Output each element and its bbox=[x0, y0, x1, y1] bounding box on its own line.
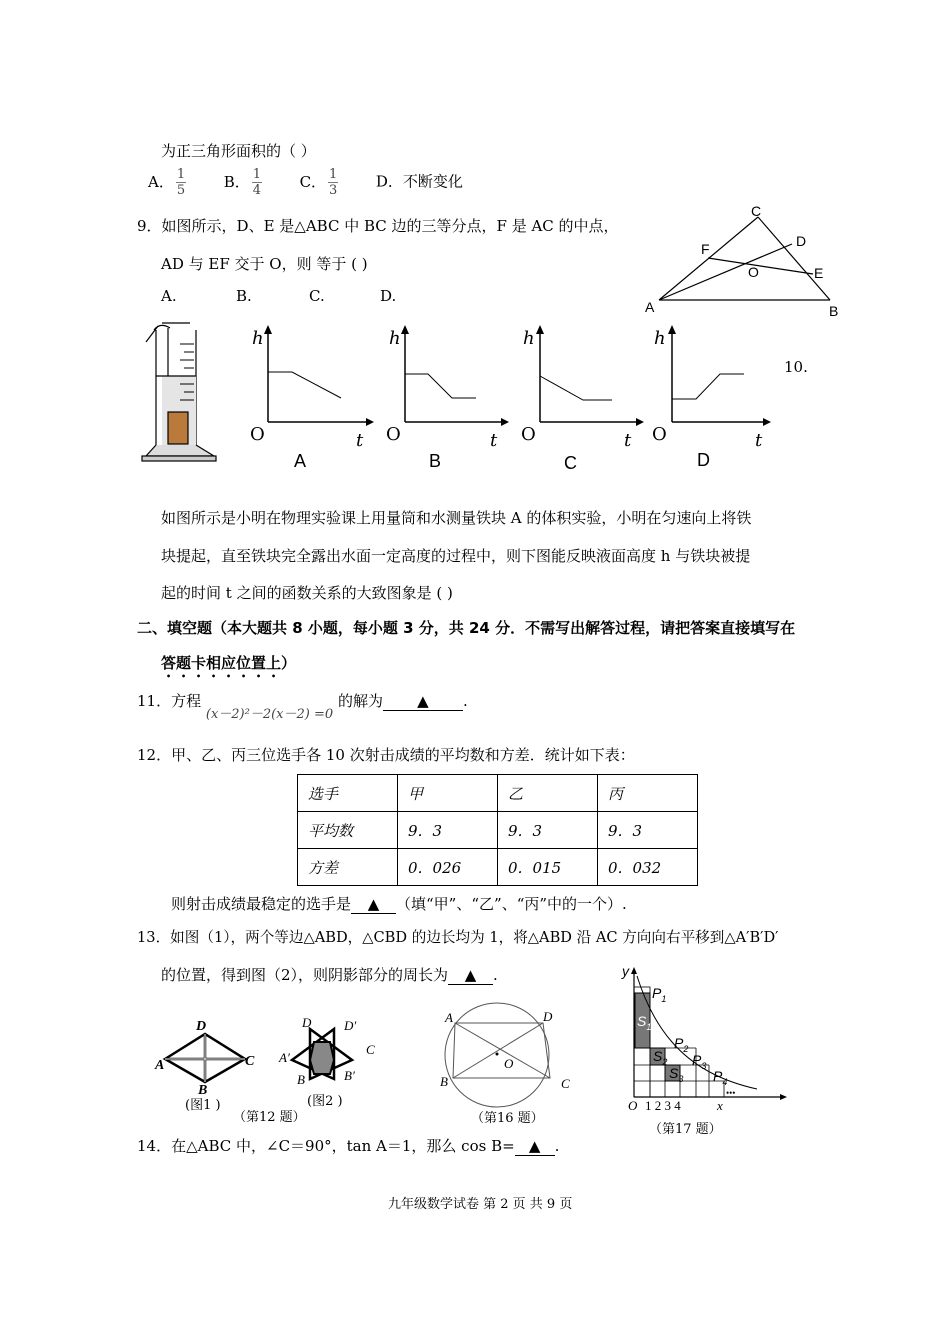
svg-text:P4: $P_4$ bbox=[713, 1068, 728, 1087]
q9-option-b: B. bbox=[236, 287, 252, 305]
svg-text:O: O bbox=[386, 424, 401, 445]
label-c: C bbox=[751, 203, 762, 219]
svg-text:h: h bbox=[523, 328, 535, 349]
q9-line1: 9．如图所示，D、E 是△ABC 中 BC 边的三等分点，F 是 AC 的中点， bbox=[137, 217, 619, 235]
q11-answer-blank: ▲ bbox=[383, 692, 463, 711]
table-cell: 选手 bbox=[298, 775, 398, 812]
q10-graph-a bbox=[240, 322, 375, 482]
svg-text:A: A bbox=[445, 1010, 453, 1025]
o-label: O bbox=[250, 424, 265, 445]
q12-answer-blank: ▲ bbox=[351, 895, 396, 914]
table-cell: 0．015 bbox=[498, 849, 598, 886]
q8-option-a: A． $\frac{1}{5}$ bbox=[148, 167, 186, 198]
svg-text:B: B bbox=[440, 1074, 448, 1089]
svg-text:•••: ••• bbox=[726, 1088, 736, 1098]
graph-letter: C bbox=[564, 453, 577, 473]
q13-line2: 的位置，得到图（2），则阴影部分的周长为 ▲ . bbox=[161, 966, 498, 984]
q13-figure1 bbox=[150, 1012, 265, 1117]
q11-line: 11．方程 (x－2)²－2(x－2) =0 的解为 ▲ . bbox=[137, 692, 468, 722]
label-b: B bbox=[829, 303, 839, 319]
q10-number: 10. bbox=[784, 358, 808, 376]
graph-letter: A bbox=[294, 451, 307, 471]
q10-graph-d bbox=[645, 322, 780, 482]
fig1-caption: (图1 ) bbox=[185, 1098, 221, 1113]
fig17-caption: （第17 题） bbox=[649, 1122, 722, 1137]
fig17-graph-figure bbox=[612, 962, 792, 1142]
svg-text:D: D bbox=[196, 1019, 207, 1034]
svg-text:O: O bbox=[504, 1056, 514, 1071]
q12-line1: 12．甲、乙、丙三位选手各 10 次射击成绩的平均数和方差．统计如下表： bbox=[137, 746, 635, 764]
svg-text:D: D bbox=[302, 1015, 312, 1030]
table-row bbox=[298, 849, 698, 886]
q11-equation: (x－2)²－2(x－2) =0 bbox=[205, 707, 334, 722]
table-cell: 甲 bbox=[398, 775, 498, 812]
svg-text:C: C bbox=[366, 1042, 375, 1057]
svg-text:h: h bbox=[389, 328, 401, 349]
section2-heading: 二、填空题（本大题共 8 小题，每小题 3 分，共 24 分．不需写出解答过程，请把答案直接填写在 bbox=[137, 619, 796, 637]
table-cell: 9．3 bbox=[598, 812, 698, 849]
h-label: h bbox=[252, 328, 264, 349]
table-cell: 乙 bbox=[498, 775, 598, 812]
q9-line2: AD 与 EF 交于 O，则 等于 ( ) bbox=[161, 255, 368, 273]
segment-ad bbox=[659, 244, 792, 300]
table-cell: 0．026 bbox=[398, 849, 498, 886]
svg-text:O: O bbox=[628, 1098, 638, 1113]
svg-text:x: x bbox=[717, 1098, 723, 1113]
fig2-caption: (图2 ) bbox=[307, 1094, 343, 1109]
table-cell: 9．3 bbox=[498, 812, 598, 849]
t-label: t bbox=[356, 430, 364, 451]
svg-text:O: O bbox=[652, 424, 667, 445]
q8-stem-tail: 为正三角形面积的（ ） bbox=[161, 142, 316, 160]
svg-text:B: B bbox=[297, 1072, 305, 1087]
q14-line: 14．在△ABC 中，∠C＝90°，tan A＝1，那么 cos B= ▲ . bbox=[137, 1137, 560, 1155]
svg-text:P1: $P_1$ bbox=[652, 985, 667, 1004]
svg-text:P2: $P_2$ bbox=[674, 1035, 689, 1054]
table-row bbox=[298, 775, 698, 812]
svg-text:O: O bbox=[521, 424, 536, 445]
svg-text:S3: $S_3$ bbox=[669, 1065, 684, 1084]
svg-text:t: t bbox=[755, 430, 763, 451]
q8-option-b: B． $\frac{1}{4}$ bbox=[223, 167, 261, 198]
svg-text:A′: A′ bbox=[279, 1050, 290, 1065]
table-cell: 0．032 bbox=[598, 849, 698, 886]
q13-answer-blank: ▲ bbox=[448, 966, 493, 985]
svg-text:C: C bbox=[561, 1076, 570, 1091]
q10-graph-c bbox=[510, 322, 645, 482]
q12-score-table bbox=[297, 774, 698, 886]
svg-text:P3: $P_3$ bbox=[692, 1052, 707, 1071]
svg-text:t: t bbox=[490, 430, 498, 451]
table-row bbox=[298, 812, 698, 849]
page-footer: 九年级数学试卷 第 2 页 共 9 页 bbox=[388, 1197, 573, 1212]
side-cb bbox=[758, 217, 830, 300]
q13-caption: （第12 题） bbox=[233, 1110, 306, 1125]
q9-option-c: C. bbox=[309, 287, 325, 305]
svg-text:1 2 3 4: 1 2 3 4 bbox=[645, 1098, 681, 1113]
q8-options bbox=[148, 167, 463, 198]
q10-graph-b bbox=[375, 322, 510, 482]
section2-heading-line2: 答题卡相应位置上） bbox=[161, 654, 297, 672]
label-d: D bbox=[796, 233, 807, 249]
table-cell: 丙 bbox=[598, 775, 698, 812]
q12-answer-line: 则射击成绩最稳定的选手是 ▲ （填“甲”、“乙”、“丙”中的一个）. bbox=[171, 895, 627, 913]
svg-text:S2: $S_2$ bbox=[653, 1048, 668, 1067]
svg-text:C: C bbox=[245, 1054, 255, 1069]
svg-text:S1: $S_1$ bbox=[637, 1013, 652, 1032]
graduated-cylinder-figure bbox=[140, 320, 220, 465]
q9-option-a: A. bbox=[161, 287, 177, 305]
q10-line2: 块提起，直至铁块完全露出水面一定高度的过程中，则下图能反映液面高度 h 与铁块被提 bbox=[161, 547, 751, 565]
graph-letter: D bbox=[697, 450, 710, 470]
q8-option-c: C． $\frac{1}{3}$ bbox=[299, 167, 338, 198]
svg-text:B: B bbox=[198, 1083, 208, 1098]
svg-text:h: h bbox=[654, 328, 666, 349]
q13-line1: 13．如图（1），两个等边△ABD，△CBD 的边长均为 1，将△ABD 沿 AC 方向向右平移到△A′B′D′ bbox=[137, 929, 779, 946]
svg-text:A: A bbox=[155, 1058, 165, 1073]
q10-line3: 起的时间 t 之间的函数关系的大致图象是 ( ) bbox=[161, 584, 453, 602]
segment-fe bbox=[708, 258, 813, 274]
label-a: A bbox=[645, 299, 655, 315]
q10-line1: 如图所示是小明在物理实验课上用量筒和水测量铁块 A 的体积实验，小明在匀速向上将铁 bbox=[161, 509, 752, 527]
q14-answer-blank: ▲ bbox=[515, 1137, 555, 1156]
table-cell: 平均数 bbox=[298, 812, 398, 849]
svg-text:y: y bbox=[622, 963, 629, 979]
table-cell: 方差 bbox=[298, 849, 398, 886]
svg-text:B′: B′ bbox=[344, 1068, 355, 1083]
q8-option-d: D．不断变化 bbox=[375, 172, 463, 191]
label-e: E bbox=[814, 265, 824, 281]
svg-text:D′: D′ bbox=[344, 1018, 357, 1033]
label-o: O bbox=[748, 264, 759, 280]
fig16-caption: （第16 题） bbox=[471, 1111, 544, 1126]
q13-figure2 bbox=[272, 1012, 387, 1117]
svg-text:t: t bbox=[624, 430, 632, 451]
fig16-circle-figure bbox=[435, 998, 585, 1128]
svg-text:D: D bbox=[543, 1009, 553, 1024]
label-f: F bbox=[701, 241, 710, 257]
graph-letter: B bbox=[429, 451, 442, 471]
q9-option-d: D. bbox=[380, 287, 397, 305]
table-cell: 9．3 bbox=[398, 812, 498, 849]
q9-triangle-figure bbox=[640, 200, 850, 325]
